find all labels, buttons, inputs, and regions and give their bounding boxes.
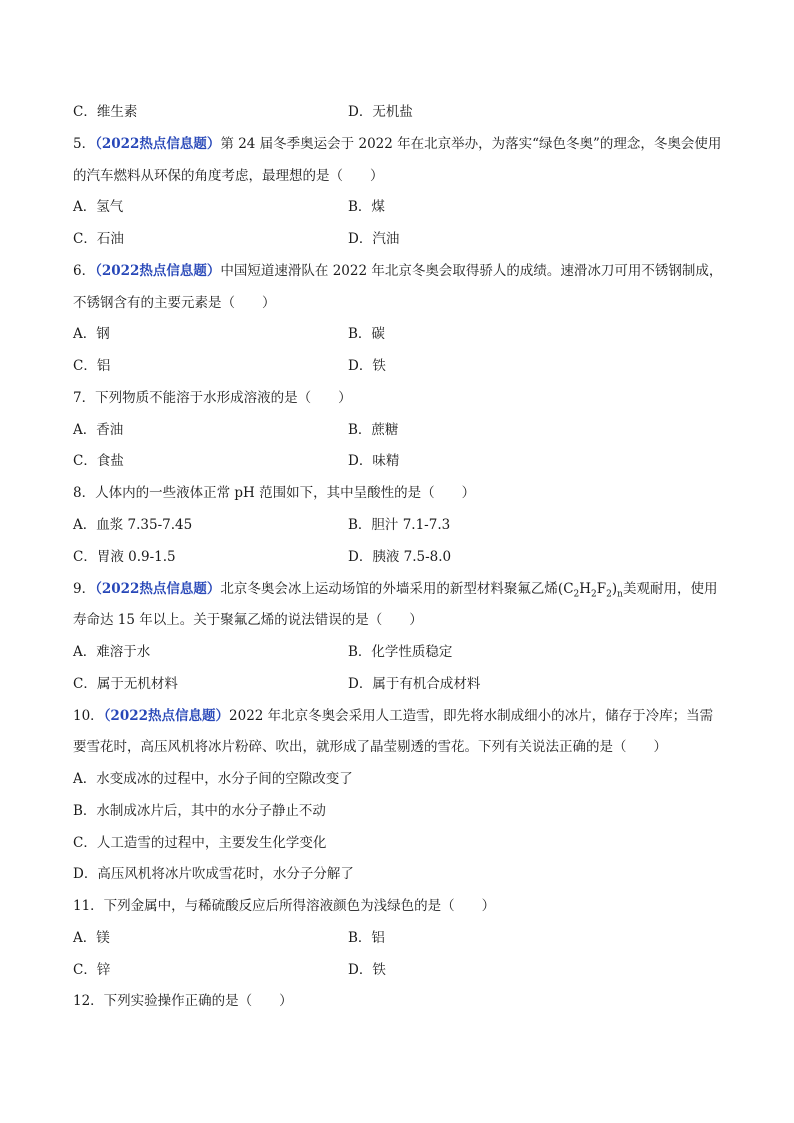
formula-part: ) — [611, 581, 618, 597]
formula-subscript: 2 — [606, 589, 612, 600]
question-text: 不锈钢含有的主要元素是（ ） — [73, 295, 276, 311]
option-c: C．石油 — [73, 231, 124, 247]
option-c: C．胃液 0.9-1.5 — [73, 549, 176, 565]
option-b: B．铝 — [348, 930, 385, 946]
hot-topic-tag: （2022热点信息题） — [95, 263, 221, 279]
option-d: D．铁 — [348, 358, 386, 374]
question-text: 第 24 届冬季奥运会于 2022 年在北京举办，为落实“绿色冬奥”的理念，冬奥会使用 — [220, 136, 722, 152]
formula-subscript: n — [617, 589, 623, 600]
option-a: A．难溶于水 — [73, 644, 151, 660]
hot-topic-tag: （2022热点信息题） — [95, 581, 221, 597]
question-text: 的汽车燃料从环保的角度考虑，最理想的是（ ） — [73, 168, 384, 184]
question-5-stem-line-2 — [73, 166, 723, 186]
question-text: 要雪花时，高压风机将冰片粉碎、吹出，就形成了晶莹剔透的雪花。下列有关说法正确的是（ ） — [73, 739, 667, 755]
formula-part: H — [579, 581, 592, 597]
formula-part: F — [596, 581, 607, 597]
question-9-stem-line-2 — [73, 610, 723, 630]
question-6-stem-line-1 — [73, 261, 723, 281]
question-12-stem — [73, 991, 723, 1011]
question-text: 美观耐用，使用 — [622, 581, 718, 597]
question-text: 北京冬奥会冰上运动场馆的外墙采用的新型材料聚氟乙烯(C — [220, 581, 574, 597]
question-text: 11．下列金属中，与稀硫酸反应后所得溶液颜色为浅绿色的是（ ） — [73, 898, 496, 914]
question-7-stem — [73, 388, 723, 408]
question-text: 2022 年北京冬奥会采用人工造雪，即先将水制成细小的冰片，储存于冷库；当需 — [229, 708, 714, 724]
option-a: A．镁 — [73, 930, 110, 946]
question-number: 10． — [73, 708, 104, 724]
option-d: D．铁 — [348, 962, 386, 978]
question-text: 7．下列物质不能溶于水形成溶液的是（ ） — [73, 390, 352, 406]
question-number: 6． — [73, 263, 96, 279]
option-b: B．水制成冰片后，其中的水分子静止不动 — [73, 803, 326, 819]
question-number: 9． — [73, 581, 96, 597]
question-9-stem-line-1 — [73, 579, 723, 599]
question-6-stem-line-2 — [73, 293, 723, 313]
hot-topic-tag: （2022热点信息题） — [103, 708, 230, 724]
option-c: C．人工造雪的过程中，主要发生化学变化 — [73, 835, 327, 851]
option-b: B．胆汁 7.1-7.3 — [348, 517, 451, 533]
option-c: C．维生素 — [73, 104, 138, 120]
question-10-option-c — [73, 833, 723, 853]
option-a: A．香油 — [73, 422, 124, 438]
question-8-stem — [73, 483, 723, 503]
option-b: B．碳 — [348, 326, 385, 342]
question-text: 8．人体内的一些液体正常 pH 范围如下，其中呈酸性的是（ ） — [73, 485, 476, 501]
option-c: C．铝 — [73, 358, 111, 374]
hot-topic-tag: （2022热点信息题） — [95, 136, 221, 152]
option-d: D．无机盐 — [348, 104, 413, 120]
option-d: D．汽油 — [348, 231, 400, 247]
option-b: B．化学性质稳定 — [348, 644, 453, 660]
option-b: B．煤 — [348, 199, 385, 215]
option-c: C．属于无机材料 — [73, 676, 178, 692]
option-d: D．胰液 7.5-8.0 — [348, 549, 452, 565]
question-text: 中国短道速滑队在 2022 年北京冬奥会取得骄人的成绩。速滑冰刀可用不锈钢制成， — [220, 263, 723, 279]
option-a: A．水变成冰的过程中，水分子间的空隙改变了 — [73, 771, 353, 787]
question-10-option-a — [73, 769, 723, 789]
option-a: A．钢 — [73, 326, 110, 342]
option-d: D．高压风机将冰片吹成雪花时，水分子分解了 — [73, 866, 354, 882]
question-10-option-d — [73, 864, 723, 884]
formula-subscript: 2 — [573, 589, 580, 600]
formula-subscript: 2 — [591, 589, 597, 600]
option-d: D．味精 — [348, 453, 400, 469]
option-d: D．属于有机合成材料 — [348, 676, 481, 692]
option-c: C．食盐 — [73, 453, 124, 469]
option-a: A．氢气 — [73, 199, 124, 215]
question-11-stem — [73, 896, 723, 916]
question-10-stem-line-1 — [73, 706, 723, 726]
question-text: 12．下列实验操作正确的是（ ） — [73, 993, 293, 1009]
question-number: 5． — [73, 136, 96, 152]
option-b: B．蔗糖 — [348, 422, 399, 438]
option-a: A．血浆 7.35-7.45 — [73, 517, 193, 533]
option-c: C．锌 — [73, 962, 111, 978]
question-10-stem-line-2 — [73, 737, 723, 757]
question-text: 寿命达 15 年以上。关于聚氟乙烯的说法错误的是（ ） — [73, 612, 423, 628]
question-5-stem-line-1 — [73, 134, 723, 154]
question-10-option-b — [73, 801, 723, 821]
